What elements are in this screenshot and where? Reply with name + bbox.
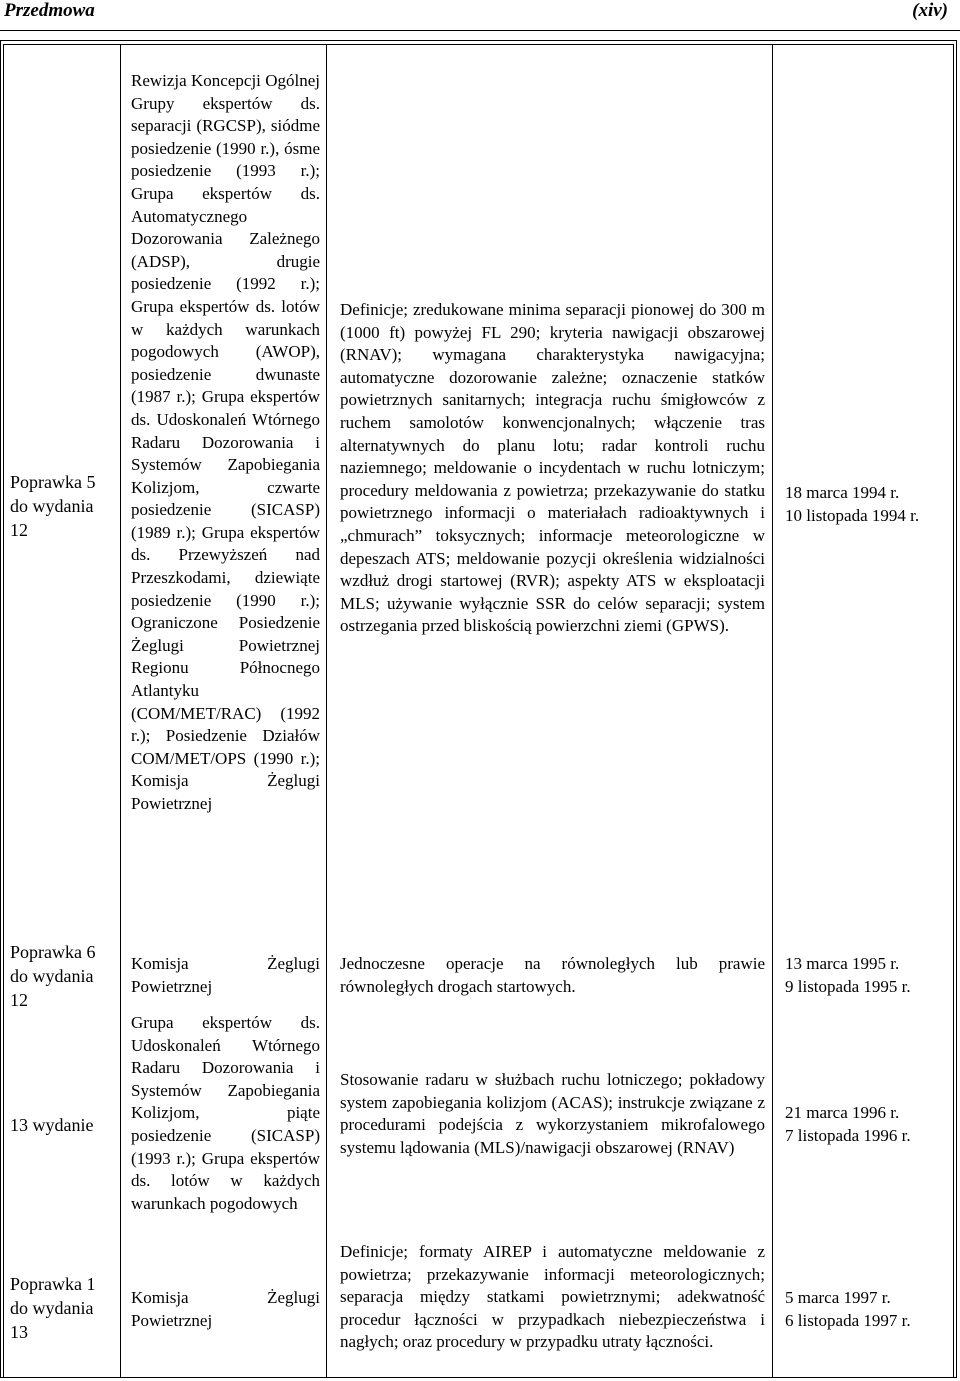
amendment-cell: Poprawka 1 do wydania 13 [10,1274,96,1342]
applicability-date: 6 listopada 1997 r. [785,1310,911,1330]
amendment-cell: 13 wydanie [10,1115,94,1135]
table-border-left [3,44,4,1378]
adoption-date: 13 marca 1995 r. [785,954,900,973]
header-rule [0,30,960,31]
dates-cell [785,482,950,527]
adoption-date: 21 marca 1996 r. [785,1103,900,1122]
dates-cell [785,953,950,998]
running-header-title: Przedmowa [4,0,95,21]
subject-cell: Definicje; zredukowane minima separacji pionowej do 300 m (1000 ft) powyżej FL 290; kryteria nawigacji obszarowej (RNAV); wymagana charakterystyka nawigacyjna; automatyczne dozorowanie zależne; oznaczenie statków powietrznych sanitarnych; integracja ruchu śmigłowców z ruchem samolotów konwencjonalnych; włączenie tras alternatywnych do planu lotu; radar kontroli ruchu naziemnego; meldowanie o incydentach w ruchu lotniczym; procedury meldowania z powietrza; przekazywanie do statku powietrznego informacji o materiałach radioaktywnych i „chmurach” toksycznych; informacje meteorologiczne w depeszach ATS; meldowanie pozycji określenia widzialności wzdłuż drogi startowej (RVR); aspekty ATS w eksploatacji MLS; używanie wyłącznie SSR do celów separacji; system ostrzegania przed bliskością powierzchni ziemi (GPWS). [340,300,765,636]
adoption-date: 5 marca 1997 r. [785,1288,891,1307]
dates-cell [785,1287,950,1332]
subject-cell: Definicje; formaty AIREP i automatyczne meldowanie z powietrza; przekazywanie informacji meteorologicznych; separacja między statkami powietrznymi; adekwatność procedur łączności w przypadkach niebezpieczeństwa i nagłych; oraz procedury w przypadku utraty łączności. [340,1242,765,1352]
amendment-cell: Poprawka 5 do wydania 12 [10,472,96,540]
column-divider-2 [326,44,327,1378]
applicability-date: 10 listopada 1994 r. [785,505,920,525]
subject-cell: Jednoczesne operacje na równoległych lub prawie równoległych drogach startowych. [340,954,765,996]
dates-cell [785,1102,950,1147]
subject-cell: Stosowanie radaru w służbach ruchu lotniczego; pokładowy system zapobiegania kolizjom (ACAS); instrukcje związane z procedurami podejścia z wykorzystaniem mikrofalowego systemu lądowania (MLS)/nawigacji obszarowej (RNAV) [340,1070,765,1157]
table-border-right [953,44,954,1378]
source-cell: Komisja Żeglugi Powietrznej [131,954,320,996]
source-cell: Grupa ekspertów ds. Udoskonaleń Wtórnego Radaru Dozorowania i Systemów Zapobiegania Kolizjom, piąte posiedzenie (SICASP) (1993 r.); Grupa ekspertów ds. lotów w każdych warunkach pogodowych [131,1013,320,1213]
column-divider-1 [120,44,121,1378]
table-top-border [3,44,954,45]
column-divider-3 [772,44,773,1378]
source-cell: Komisja Żeglugi Powietrznej [131,1288,320,1330]
source-cell: Rewizja Koncepcji Ogólnej Grupy ekspertów ds. separacji (RGCSP), siódme posiedzenie (1990 r.), ósme posiedzenie (1993 r.); Grupa ekspertów ds. Automatycznego Dozorowania Zależnego (ADSP), drugie posiedzenie (1992 r.); Grupa ekspertów ds. lotów w każdych warunkach pogodowych (AWOP), posiedzenie dwunaste (1987 r.); Grupa ekspertów ds. Udoskonaleń Wtórnego Radaru Dozorowania i Systemów Zapobiegania Kolizjom, czwarte posiedzenie (SICASP) (1989 r.); Grupa ekspertów ds. Przewyższeń nad Przeszkodami, dziewiąte posiedzenie (1990 r.); Ograniczone Posiedzenie Żeglugi Powietrznej Regionu Północnego Atlantyku (COM/MET/RAC) (1992 r.); Posiedzenie Działów COM/MET/OPS (1990 r.); Komisja Żeglugi Powietrznej [131,71,320,813]
amendment-cell: Poprawka 6 do wydania 12 [10,942,96,1010]
applicability-date: 7 listopada 1996 r. [785,1125,911,1145]
applicability-date: 9 listopada 1995 r. [785,976,911,996]
adoption-date: 18 marca 1994 r. [785,483,900,502]
page-number: (xiv) [912,0,948,21]
